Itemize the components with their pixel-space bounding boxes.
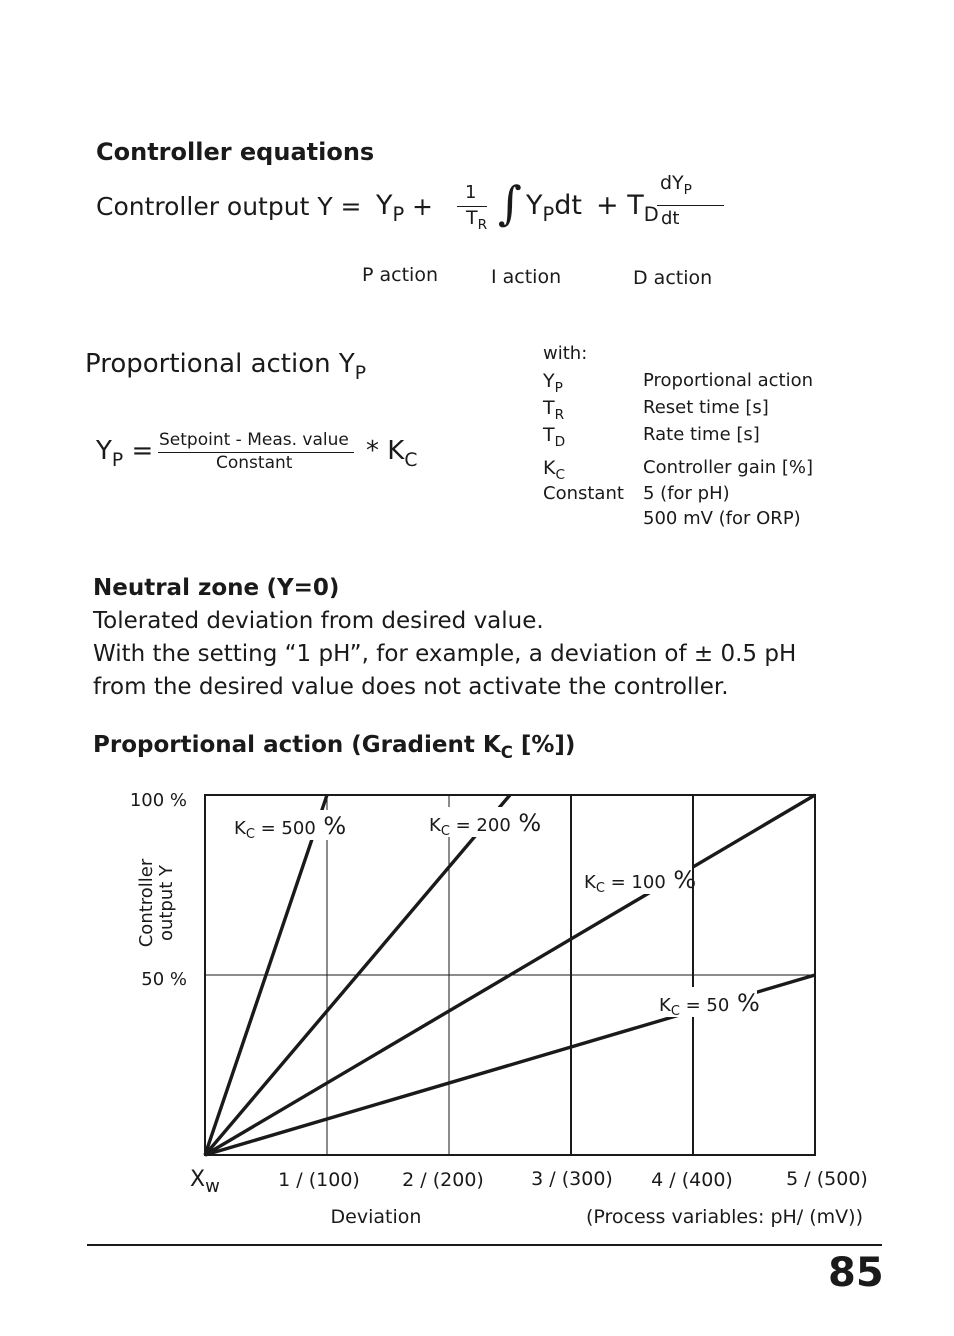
eq-frac2-numerator: $dY_P$ bbox=[660, 172, 692, 198]
controller-output-label: Controller output Y = bbox=[96, 192, 362, 221]
legend-symbol: $T_D$ bbox=[543, 424, 566, 450]
prop-eq-lhs: $Y_P$ = bbox=[96, 436, 154, 471]
chart-series-label: $K_C = 200$ % bbox=[429, 809, 542, 839]
eq-yp-dt: $Y_Pdt$ bbox=[526, 190, 582, 226]
page-number: 85 bbox=[828, 1250, 884, 1296]
chart-x-tick-label: 4 / (400) bbox=[651, 1169, 733, 1191]
chart-series-label: $K_C = 100$ % bbox=[584, 866, 697, 896]
chart-x-tick-label: 3 / (300) bbox=[531, 1168, 613, 1190]
chart-y-tick-label: 100 % bbox=[129, 790, 187, 811]
eq-frac2-denominator: dt bbox=[661, 208, 680, 229]
chart-x-tick-label: 1 / (100) bbox=[278, 1169, 360, 1191]
chart-series-label: $K_C = 50$ % bbox=[659, 989, 760, 1019]
chart-y-tick-label: 50 % bbox=[141, 969, 187, 990]
legend-desc: Controller gain [%] bbox=[643, 457, 813, 478]
chart-x-axis-note: (Process variables: pH/ (mV)) bbox=[585, 1206, 863, 1228]
gradient-heading: Proportional action (Gradient $K_C$ [%]) bbox=[93, 732, 576, 762]
section-heading-controller-equations: Controller equations bbox=[96, 138, 375, 166]
legend-desc: 5 (for pH) bbox=[643, 483, 730, 504]
legend-desc: Proportional action bbox=[643, 370, 814, 391]
legend-symbol: $Y_P$ bbox=[543, 370, 563, 396]
neutral-zone-text: Tolerated deviation from desired value. bbox=[93, 608, 544, 634]
neutral-zone-text: from the desired value does not activate the controller. bbox=[93, 674, 729, 700]
neutral-zone-text: With the setting “1 pH”, for example, a deviation of ± 0.5 pH bbox=[93, 641, 797, 667]
chart-x-tick-label: 2 / (200) bbox=[402, 1169, 484, 1191]
eq-plus: + bbox=[412, 192, 433, 221]
legend-with-label: with: bbox=[543, 343, 588, 364]
legend-desc: 500 mV (for ORP) bbox=[643, 508, 801, 529]
legend-desc: Rate time [s] bbox=[643, 424, 760, 445]
i-action-label: I action bbox=[491, 266, 562, 288]
prop-eq-times-kc: * $K_C$ bbox=[366, 436, 418, 471]
prop-eq-denominator: Constant bbox=[216, 453, 293, 473]
eq-frac1-numerator: 1 bbox=[465, 182, 477, 203]
legend-symbol: Constant bbox=[543, 483, 624, 504]
eq-plus-td: + $T_D$ bbox=[596, 190, 659, 226]
p-action-label: P action bbox=[362, 264, 438, 286]
legend-symbol: $K_C$ bbox=[543, 457, 566, 483]
eq-yp: $Y_P$ bbox=[376, 190, 405, 226]
chart-y-axis-title: Controlleroutput Y bbox=[136, 858, 177, 948]
chart-series-label: $K_C = 500$ % bbox=[234, 812, 347, 842]
prop-eq-numerator: Setpoint - Meas. value bbox=[159, 430, 349, 450]
chart-x-tick-label: 5 / (500) bbox=[786, 1168, 868, 1190]
legend-symbol: $T_R$ bbox=[543, 397, 565, 423]
d-action-label: D action bbox=[633, 267, 713, 289]
chart-x-axis-title: Deviation bbox=[330, 1206, 422, 1228]
proportional-action-heading: Proportional action $Y_P$ bbox=[85, 349, 367, 384]
neutral-zone-heading: Neutral zone (Y=0) bbox=[93, 575, 340, 601]
footer-rule bbox=[87, 1244, 882, 1246]
eq-frac1-denominator: $T_R$ bbox=[466, 207, 488, 233]
legend-desc: Reset time [s] bbox=[643, 397, 769, 418]
chart-x-tick-label: $X_w$ bbox=[190, 1167, 220, 1197]
integral-symbol: ∫ bbox=[498, 176, 522, 230]
